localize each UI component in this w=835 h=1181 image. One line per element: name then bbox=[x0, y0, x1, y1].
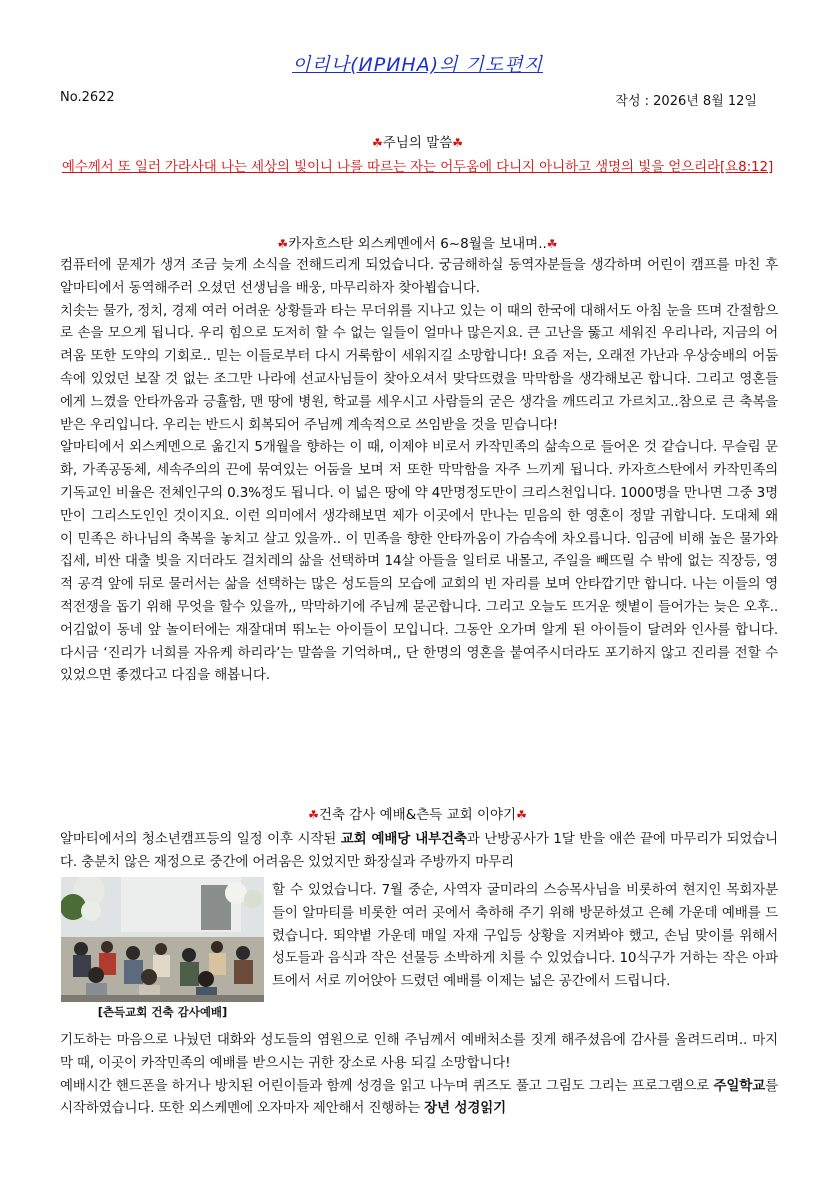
section2-heading bbox=[0, 803, 835, 823]
clover-icon: ☘ bbox=[371, 136, 383, 150]
clover-icon: ☘ bbox=[546, 237, 558, 251]
section1-heading bbox=[0, 232, 835, 252]
letter-title: 이리나(ИРИНА)의 기도편지 bbox=[292, 54, 543, 76]
clover-icon: ☘ bbox=[308, 808, 319, 822]
scripture-verse: 예수께서 또 일러 가라사대 나는 세상의 빛이니 나를 따르는 자는 어두움에 다니지 아니하고 생명의 빛을 얻으리라[요8:12] bbox=[61, 159, 774, 175]
clover-icon: ☘ bbox=[516, 808, 527, 822]
photo-caption: [츤득교회 건축 감사예배] bbox=[97, 1005, 228, 1019]
written-date: 작성 : 2026년 8월 12일 bbox=[615, 94, 757, 109]
section2-heading-label: 건축 감사 예배&츤득 교회 이야기 bbox=[318, 807, 517, 823]
highlight-text: 주일학교 bbox=[713, 1077, 766, 1094]
word-heading bbox=[0, 131, 835, 151]
document-number: No.2622 bbox=[60, 90, 115, 105]
highlight-text: 장년 성경읽기 bbox=[424, 1100, 507, 1117]
paragraph: 치솟는 물가, 정치, 경제 여러 어려운 상황들과 타는 무더위를 지나고 있는 이 때의 한국에 대해서도 아침 눈을 뜨며 간절함으로 손을 모으게 됩니다. 우리 힘으로 도저히 할 수 없는 일들이 얼마나 많은지요. 큰 고난을 뚫고 세워진 우리나라, 지금의 어려움 또한 도약의 기회로.. 믿는 이들로부터 다시 거룩함이 세워지길 소망합니다! 요즘 저는, 오래전 가난과 우상숭배의 어둠속에 있었던 보잘 것 없는 조그만 나라에 선교사님들이 찾아오셔서 맞닥뜨렸을 막막함을 생각해보곤 합니다. 그리고 영혼들에게 느꼈을 안타까움과 긍휼함, 맨 땅에 병원, 학교를 세우시고 사람들의 굳은 생각을 깨뜨리고 가르치고..참으로 큰 축복을 받은 우리입니다. 우리는 반드시 회복되어 주님께 계속적으로 쓰임받을 것을 믿습니다! bbox=[60, 302, 778, 433]
paragraph: 알마티에서 외스케멘으로 옮긴지 5개월을 향하는 이 때, 이제야 비로서 카작민족의 삶속으로 들어온 것 같습니다. 무슬림 문화, 가족공동체, 세속주의의 끈에 묶여있는 어둠을 보며 저 또한 막막함을 자주 느끼게 됩니다. 카자흐스탄에서 카작민족의 기독교인 비율은 전체인구의 0.3%정도 됩니다. 이 넓은 땅에 약 4만명정도만이 크리스천입니다. 1000명을 만나면 그중 3명만이 그리스도인인 것이지요. 이런 의미에서 생각해보면 제가 이곳에서 만나는 믿음의 한 영혼이 정말 귀합니다. 도대체 왜 이 민족은 하나님의 축복을 놓치고 살고 있을까.. 이 민족을 향한 안타까움이 가슴속에 차오릅니다. 임금에 비해 높은 물가와 집세, 비싼 대출 빚을 지더라도 걸치레의 삶을 선택하며 14살 아들을 일터로 내몰고, 주일을 빼뜨릴 수 밖에 없는 직장등, 영적 공격 앞에 뒤로 물러서는 삶을 선택하는 많은 성도들의 모습에 교회의 빈 자리를 보며 안타깝기만 합니다. 나는 이들의 영적전쟁을 돕기 위해 무엇을 할수 있을까,, 막막하기에 주님께 묻곤합니다. 그리고 오늘도 뜨거운 햇볕이 들어가는 늦은 오후.. 어김없이 동네 앞 놀이터에는 재잘대며 뛰노는 아이들이 모입니다. 그동안 오가며 알게 된 아이들이 달려와 인사를 합니다. 다시금 ‘진리가 너희를 자유케 하리라’는 말씀을 기억하며,, 단 한명의 영혼을 붙여주시더라도 포기하지 않고 진리를 전할 수 있었으면 좋겠다고 다짐을 해봅니다. bbox=[60, 439, 778, 684]
section2-intro bbox=[60, 828, 778, 874]
clover-icon: ☘ bbox=[277, 237, 289, 251]
paragraph: 알마티에서의 청소년캠프등의 일정 이후 시작된 교회 예배당 내부건축과 난방공사가 1달 반을 애쓴 끝에 마무리가 되었습니다. 충분치 않은 재정으로 중간에 어려움은 있었지만 화장실과 주방까지 마무리 bbox=[60, 831, 779, 870]
word-heading-label: 주님의 말씀 bbox=[382, 135, 453, 151]
church-dedication-photo bbox=[61, 877, 264, 1002]
section1-heading-label: 카자흐스탄 외스케멘에서 6~8월을 보내며.. bbox=[288, 236, 547, 252]
paragraph: 기도하는 마음으로 나눴던 대화와 성도들의 염원으로 인해 주님께서 예배처소를 짓게 해주셨음에 감사를 올려드리며.. 마지막 때, 이곳이 카작민족의 예배를 받으시는 귀한 장소로 사용 되길 소망합니다! bbox=[60, 1032, 778, 1071]
paragraph: 예배시간 핸드폰을 하거나 방치된 어린이들과 함께 성경을 읽고 나누며 퀴즈도 풀고 그림도 그리는 프로그램으로 주일학교를 시작하였습니다. 또한 외스케멘에 오자마자 제안해서 진행하는 장년 성경읽기 bbox=[60, 1077, 778, 1117]
section2-body bbox=[60, 1029, 778, 1120]
section2-wrapped-text: 할 수 있었습니다. 7월 중순, 사역자 굴미라의 스승목사님을 비롯하여 현지인 목회자분들이 알마티를 비롯한 여러 곳에서 축하해 주기 위해 방문하셨고 은혜 가운데 예배를 드렸습니다. 뙤약볕 가운데 매일 자재 구입등 상황을 지켜봐야 했고, 손님 맞이를 위해서 성도들과 음식과 작은 선물등 소박하게 치를 수 있었습니다. 10식구가 거하는 작은 아파트에서 서로 끼어앉아 드렸던 예배를 이제는 넓은 공간에서 드립니다. bbox=[272, 882, 778, 990]
highlight-text: 교회 예배당 내부건축 bbox=[340, 831, 467, 847]
paragraph: 컴퓨터에 문제가 생겨 조금 늦게 소식을 전해드리게 되었습니다. 궁금해하실 동역자분들을 생각하며 어린이 캠프를 마친 후 알마티에서 동역해주러 오셨던 선생님을 배웅, 마무리하자 찾아뵙습니다. bbox=[60, 257, 778, 296]
photo-illustration bbox=[61, 877, 264, 1002]
section1-body bbox=[60, 254, 778, 687]
clover-icon: ☘ bbox=[452, 136, 464, 150]
